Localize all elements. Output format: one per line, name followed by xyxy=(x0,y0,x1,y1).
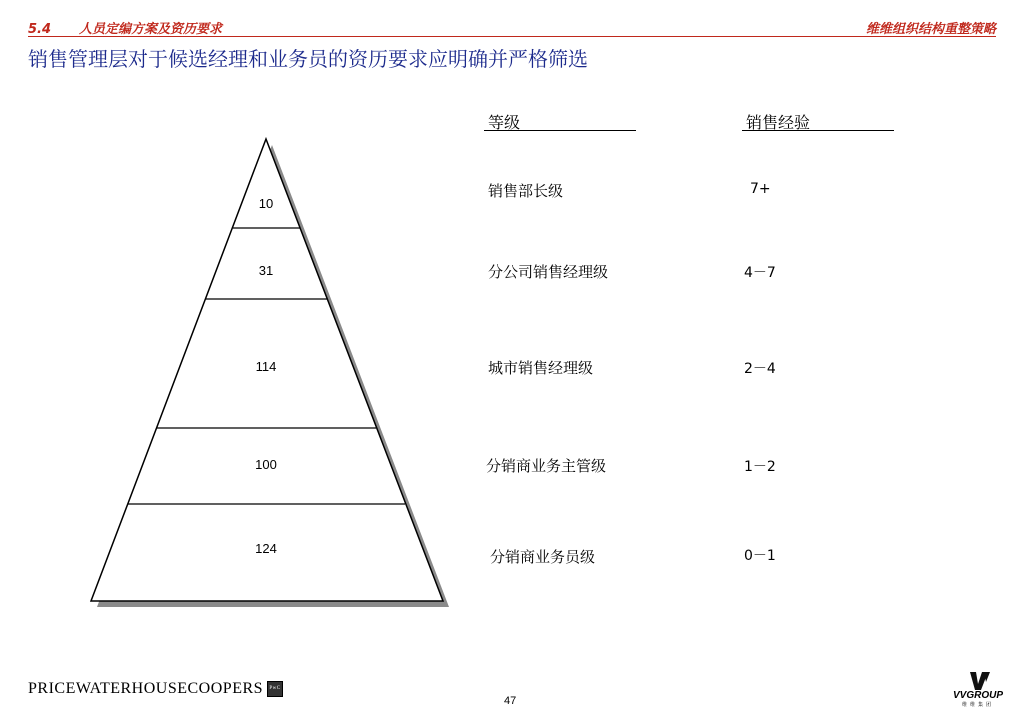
experience-value: 4－7 xyxy=(744,265,776,281)
level-label: 销售部长级 xyxy=(488,182,564,200)
level-label: 分公司销售经理级 xyxy=(488,263,609,281)
staffing-pyramid xyxy=(0,0,470,640)
tier-count: 100 xyxy=(255,457,277,472)
experience-column-header: 销售经验 xyxy=(746,113,811,132)
pwc-badge-icon: PwC xyxy=(267,681,283,697)
level-label: 分销商业务员级 xyxy=(490,548,596,566)
level-column-header: 等级 xyxy=(488,113,521,132)
vvgroup-logo xyxy=(948,670,1008,706)
tier-count: 114 xyxy=(255,359,277,374)
pwc-logo xyxy=(28,680,283,698)
level-header-underline xyxy=(484,130,636,131)
experience-value: 0－1 xyxy=(744,548,776,564)
experience-value: 7+ xyxy=(750,181,771,197)
page-number: 47 xyxy=(504,695,517,707)
section-title: 人员定编方案及资历要求 xyxy=(79,22,223,37)
vvgroup-logo-subtext: 维维集团 xyxy=(961,702,994,708)
document-title: 维维组织结构重整策略 xyxy=(865,22,996,37)
pwc-logo-text: PRICEWATERHOUSECOOPERS xyxy=(28,680,264,697)
experience-value: 2－4 xyxy=(744,361,776,377)
section-number: 5.4 xyxy=(28,22,52,37)
experience-value: 1－2 xyxy=(744,459,776,475)
slide-title: 销售管理层对于候选经理和业务员的资历要求应明确并严格筛选 xyxy=(28,47,588,71)
level-label: 分销商业务主管级 xyxy=(486,457,607,475)
tier-count: 31 xyxy=(258,263,274,278)
tier-count: 10 xyxy=(258,196,274,211)
level-label: 城市销售经理级 xyxy=(488,359,594,377)
tier-count: 124 xyxy=(255,541,277,556)
vvgroup-logo-text: VVGROUP xyxy=(952,690,1003,701)
experience-header-underline xyxy=(742,130,894,131)
